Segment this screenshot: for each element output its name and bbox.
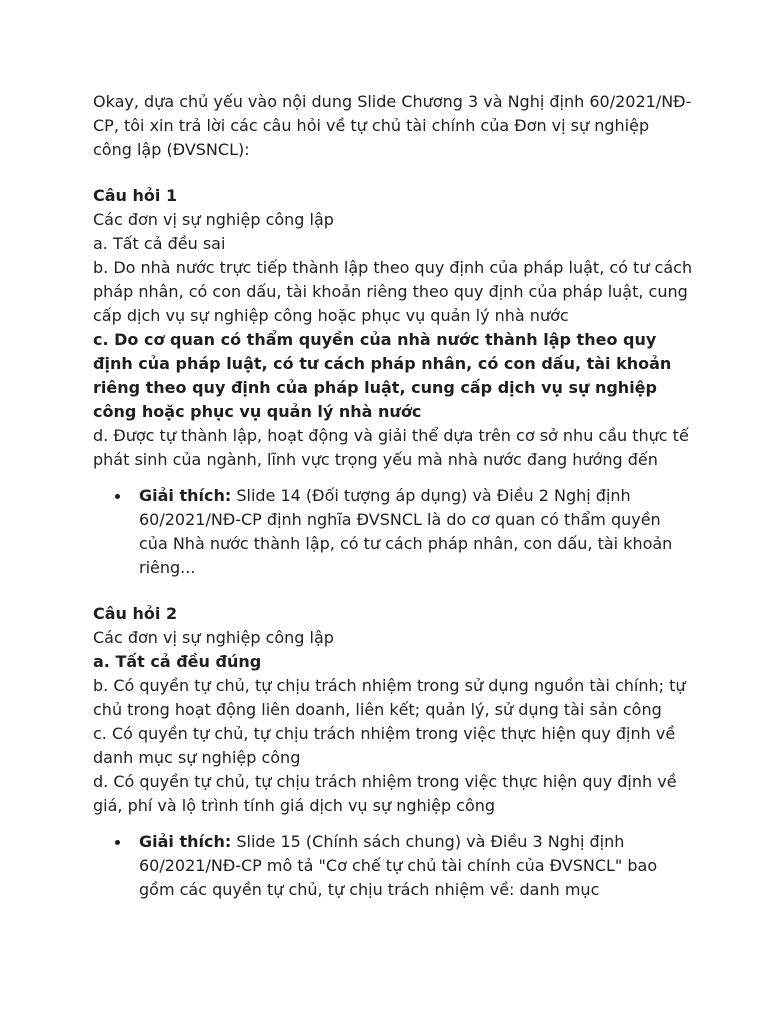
question-1-option-d: d. Được tự thành lập, hoạt động và giải thể dựa trên cơ sở nhu cầu thực tế phát sinh của ngành, lĩnh vực trọng yếu mà nhà nước đang hướng đến: [93, 426, 689, 469]
question-1-title: Câu hỏi 1: [93, 186, 178, 205]
question-2-explanation-list: [93, 830, 693, 902]
question-2-stem: Các đơn vị sự nghiệp công lập: [93, 628, 334, 647]
question-1-stem: Các đơn vị sự nghiệp công lập: [93, 210, 334, 229]
question-1-explanation: [139, 484, 693, 580]
question-1-explanation-list: [93, 484, 693, 580]
question-1: [93, 184, 693, 580]
question-2-title: Câu hỏi 2: [93, 604, 178, 623]
question-2-option-a-answer: a. Tất cả đều đúng: [93, 652, 262, 671]
question-2-option-d: d. Có quyền tự chủ, tự chịu trách nhiệm trong việc thực hiện quy định về giá, phí và lộ trình tính giá dịch vụ sự nghiệp công: [93, 772, 677, 815]
intro-paragraph: Okay, dựa chủ yếu vào nội dung Slide Chương 3 và Nghị định 60/2021/NĐ-CP, tôi xin trả lời các câu hỏi về tự chủ tài chính của Đơn vị sự nghiệp công lập (ĐVSNCL):: [93, 92, 692, 159]
explanation-label: Giải thích:: [139, 486, 232, 505]
question-1-option-b: b. Do nhà nước trực tiếp thành lập theo quy định của pháp luật, có tư cách pháp nhân, có con dấu, tài khoản riêng theo quy định của pháp luật, cung cấp dịch vụ sự nghiệp công hoặc phục vụ quản lý nhà nước: [93, 258, 693, 325]
question-1-option-c-answer: c. Do cơ quan có thẩm quyền của nhà nước thành lập theo quy định của pháp luật, có tư cách pháp nhân, có con dấu, tài khoản riêng theo quy định của pháp luật, cung cấp dịch vụ sự nghiệp công hoặc phục vụ quản lý nhà nước: [93, 330, 672, 421]
document-page: [93, 90, 693, 924]
explanation-text: Slide 14 (Đối tượng áp dụng) và Điều 2 Nghị định 60/2021/NĐ-CP định nghĩa ĐVSNCL là do cơ quan có thẩm quyền của Nhà nước thành lập, có tư cách pháp nhân, con dấu, tài khoản riêng...: [139, 486, 673, 577]
question-2-option-c: c. Có quyền tự chủ, tự chịu trách nhiệm trong việc thực hiện quy định về danh mục sự nghiệp công: [93, 724, 676, 767]
bullet-icon: [115, 494, 120, 499]
question-2-explanation: [139, 830, 693, 902]
explanation-label: Giải thích:: [139, 832, 232, 851]
question-1-option-a: a. Tất cả đều sai: [93, 234, 226, 253]
question-2: [93, 602, 693, 902]
bullet-icon: [115, 840, 120, 845]
question-2-option-b: b. Có quyền tự chủ, tự chịu trách nhiệm trong sử dụng nguồn tài chính; tự chủ trong hoạt động liên doanh, liên kết; quản lý, sử dụng tài sản công: [93, 676, 686, 719]
explanation-text: Slide 15 (Chính sách chung) và Điều 3 Nghị định 60/2021/NĐ-CP mô tả "Cơ chế tự chủ tài chính của ĐVSNCL" bao gồm các quyền tự chủ, tự chịu trách nhiệm về: danh mục: [139, 832, 658, 899]
